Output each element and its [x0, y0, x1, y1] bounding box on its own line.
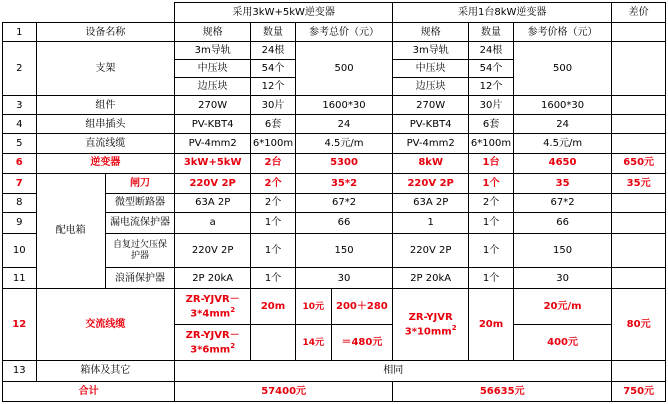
b-price: 1600*30	[513, 96, 611, 115]
header-spacer-no	[3, 3, 37, 23]
row-name: 组串插头	[36, 115, 175, 134]
header-diff: 差价	[612, 3, 666, 23]
row-diff	[612, 361, 666, 381]
b-spec: 规格	[393, 23, 469, 42]
b-spec: 63A 2P	[393, 193, 469, 212]
table-row	[3, 96, 666, 115]
b-qty: 1个	[469, 173, 514, 193]
table-row-highlighted	[3, 173, 666, 193]
row-diff	[612, 213, 666, 234]
row-diff	[612, 115, 666, 134]
b-qty: 1个	[469, 213, 514, 234]
row-no: 12	[3, 289, 37, 361]
row-no: 10	[3, 234, 37, 268]
header-group-b: 采用1台8kW逆变器	[393, 3, 612, 23]
a-qty: 2个	[251, 193, 296, 212]
b-qty: 30片	[469, 96, 514, 115]
comparison-table	[2, 2, 666, 402]
a-qty	[251, 325, 296, 361]
b-price: 4.5元/m	[513, 134, 611, 153]
a-unit-price: 10元	[295, 289, 331, 325]
b-qty: 1台	[469, 153, 514, 173]
a-price: 5300	[295, 153, 392, 173]
table-total-row	[3, 381, 666, 401]
row-no: 2	[3, 42, 37, 96]
a-spec: 规格	[175, 23, 251, 42]
b-qty: 1个	[469, 268, 514, 289]
header-spacer-group	[36, 3, 105, 23]
a-qty: 6*100m	[251, 134, 296, 153]
b-price: 参考价格（元）	[513, 23, 611, 42]
a-spec: PV-KBT4	[175, 115, 251, 134]
a-spec-line2: 3*4mm	[190, 308, 231, 320]
b-price: 150	[513, 234, 611, 268]
table-row-highlighted	[3, 289, 666, 325]
b-qty: 12个	[469, 78, 514, 96]
b-price-bottom: 400元	[513, 325, 611, 361]
b-qty: 54个	[469, 60, 514, 78]
b-spec: 270W	[393, 96, 469, 115]
row-diff	[612, 234, 666, 268]
a-spec: 边压块	[175, 78, 251, 96]
row-name: 漏电流保护器	[105, 213, 174, 234]
b-qty: 数量	[469, 23, 514, 42]
a-spec: 3m导轨	[175, 42, 251, 60]
b-spec: PV-KBT4	[393, 115, 469, 134]
row-no: 4	[3, 115, 37, 134]
row-no: 9	[3, 213, 37, 234]
table-row	[3, 134, 666, 153]
a-qty: 1个	[251, 234, 296, 268]
a-qty: 54个	[251, 60, 296, 78]
a-spec: PV-4mm2	[175, 134, 251, 153]
table-header-row	[3, 3, 666, 23]
b-spec: 220V 2P	[393, 234, 469, 268]
a-spec: 中压块	[175, 60, 251, 78]
row-name: 自复过欠压保护器	[105, 234, 174, 268]
row-no: 6	[3, 153, 37, 173]
row-name: 逆变器	[36, 153, 175, 173]
a-spec	[175, 325, 251, 361]
table-row-highlighted	[3, 153, 666, 173]
b-spec: 中压块	[393, 60, 469, 78]
a-spec: a	[175, 213, 251, 234]
a-qty: 20m	[251, 289, 296, 325]
a-price: 参考总价（元）	[295, 23, 392, 42]
row-diff	[612, 23, 666, 42]
table-row	[3, 361, 666, 381]
row-no: 13	[3, 361, 37, 381]
row-name: 箱体及其它	[36, 361, 175, 381]
row-diff: 80元	[612, 289, 666, 361]
row-no: 3	[3, 96, 37, 115]
b-spec: 8kW	[393, 153, 469, 173]
row-diff	[612, 134, 666, 153]
row-name: 组件	[36, 96, 175, 115]
a-qty: 12个	[251, 78, 296, 96]
a-spec: 270W	[175, 96, 251, 115]
a-spec	[175, 289, 251, 325]
a-price: 4.5元/m	[295, 134, 392, 153]
table-row	[3, 23, 666, 42]
b-spec: 3m导轨	[393, 42, 469, 60]
b-qty: 6*100m	[469, 134, 514, 153]
row-no: 8	[3, 193, 37, 212]
row-name: 交流线缆	[36, 289, 175, 361]
row-name: 微型断路器	[105, 193, 174, 212]
b-price: 24	[513, 115, 611, 134]
row-name: 浪涌保护器	[105, 268, 174, 289]
b-price: 500	[513, 42, 611, 96]
b-spec: 1	[393, 213, 469, 234]
b-spec-line2: 3*10mm	[404, 326, 452, 338]
a-qty: 30片	[251, 96, 296, 115]
row-diff	[612, 96, 666, 115]
row-group-name: 配电箱	[36, 173, 105, 289]
a-price: 35*2	[295, 173, 392, 193]
b-qty: 20m	[469, 289, 514, 361]
row-no: 11	[3, 268, 37, 289]
row-name: 支架	[36, 42, 175, 96]
a-qty: 数量	[251, 23, 296, 42]
a-spec: 3kW+5kW	[175, 153, 251, 173]
row-diff	[612, 193, 666, 212]
b-spec: 边压块	[393, 78, 469, 96]
a-spec-line1: ZR-YJVR－	[185, 294, 240, 306]
a-price-bottom: ＝480元	[331, 325, 393, 361]
a-price: 30	[295, 268, 392, 289]
total-diff: 750元	[612, 381, 666, 401]
header-spacer-name	[105, 3, 174, 23]
row-no: 1	[3, 23, 37, 42]
a-spec: 220V 2P	[175, 173, 251, 193]
b-qty: 2个	[469, 193, 514, 212]
b-price: 67*2	[513, 193, 611, 212]
a-price: 24	[295, 115, 392, 134]
a-spec: 2P 20kA	[175, 268, 251, 289]
table-row	[3, 115, 666, 134]
a-unit-price: 14元	[295, 325, 331, 361]
a-price: 150	[295, 234, 392, 268]
a-price: 66	[295, 213, 392, 234]
a-qty: 1个	[251, 268, 296, 289]
row-name: 闸刀	[105, 173, 174, 193]
b-price: 35	[513, 173, 611, 193]
a-qty: 2台	[251, 153, 296, 173]
a-price: 67*2	[295, 193, 392, 212]
total-b: 56635元	[393, 381, 612, 401]
b-price: 66	[513, 213, 611, 234]
row-no: 7	[3, 173, 37, 193]
b-spec-sup: 2	[451, 323, 457, 332]
a-spec-line2: 3*6mm	[190, 344, 231, 356]
row-name: 直流线缆	[36, 134, 175, 153]
b-price: 30	[513, 268, 611, 289]
row-same: 相同	[175, 361, 612, 381]
a-price: 1600*30	[295, 96, 392, 115]
a-price-top: 200＋280	[331, 289, 393, 325]
total-label: 合计	[3, 381, 175, 401]
row-diff	[612, 42, 666, 96]
b-spec-line1: ZR-YJVR	[408, 312, 453, 324]
row-diff	[612, 268, 666, 289]
table-row	[3, 42, 666, 60]
b-price: 4650	[513, 153, 611, 173]
a-spec-sup: 2	[230, 341, 236, 350]
b-spec	[393, 289, 469, 361]
b-qty: 1个	[469, 234, 514, 268]
a-qty: 24根	[251, 42, 296, 60]
a-price: 500	[295, 42, 392, 96]
b-qty: 24根	[469, 42, 514, 60]
b-spec: 220V 2P	[393, 173, 469, 193]
header-group-a: 采用3kW+5kW逆变器	[175, 3, 393, 23]
row-diff: 650元	[612, 153, 666, 173]
b-spec: PV-4mm2	[393, 134, 469, 153]
row-no: 5	[3, 134, 37, 153]
a-spec: 63A 2P	[175, 193, 251, 212]
a-spec-sup: 2	[230, 305, 236, 314]
b-price-top: 20元/m	[513, 289, 611, 325]
b-spec: 2P 20kA	[393, 268, 469, 289]
a-qty: 2个	[251, 173, 296, 193]
b-qty: 6套	[469, 115, 514, 134]
a-spec: 220V 2P	[175, 234, 251, 268]
row-diff: 35元	[612, 173, 666, 193]
row-name: 设备名称	[36, 23, 175, 42]
a-qty: 1个	[251, 213, 296, 234]
a-qty: 6套	[251, 115, 296, 134]
a-spec-line1: ZR-YJVR－	[185, 330, 240, 342]
total-a: 57400元	[175, 381, 393, 401]
